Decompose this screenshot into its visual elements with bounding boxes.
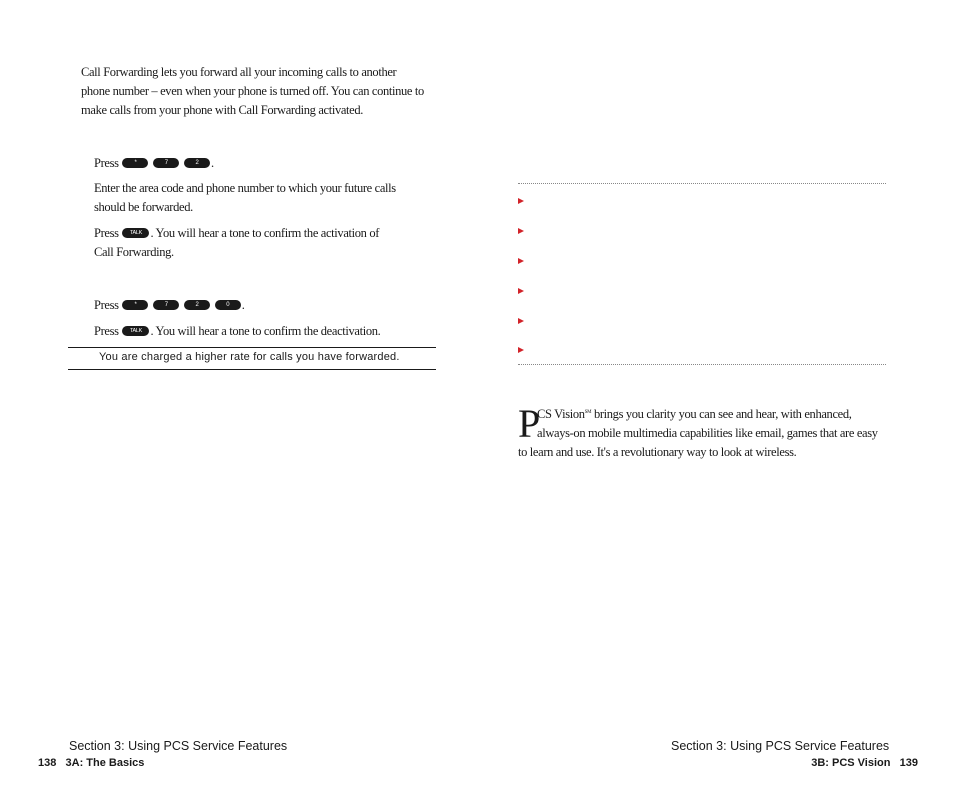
bullet-icon: [518, 228, 524, 234]
step-text: Press: [94, 324, 119, 338]
step-text: . You will hear a tone to confirm the deactivation.: [150, 324, 381, 338]
service-mark: SM: [584, 410, 592, 415]
divider-top: [518, 183, 886, 184]
intro-text: CS Vision: [537, 407, 585, 421]
note-box: [68, 347, 436, 370]
step-text: .: [241, 298, 245, 312]
intro-line: to learn and use. It's a revolutionary way to look at wireless.: [518, 445, 797, 459]
right-footer-section: Section 3: Using PCS Service Features: [671, 739, 890, 753]
star-key-icon: *: [122, 158, 148, 168]
call-forwarding-intro: [81, 63, 441, 120]
bullet-icon: [518, 288, 524, 294]
bullet-icon: [518, 258, 524, 264]
seven-key-icon: 7: [153, 300, 179, 310]
step-text: Enter the area code and phone number to which your future calls: [94, 181, 396, 195]
step-text: .: [211, 156, 214, 170]
talk-key-icon: TALK: [122, 326, 149, 336]
divider-bottom: [518, 364, 886, 365]
intro-line: always-on mobile multimedia capabilities like email, games that are easy: [537, 426, 878, 440]
activate-step-3: [94, 224, 434, 262]
bullet-icon: [518, 198, 524, 204]
left-footer: [38, 757, 144, 769]
drop-cap: P: [518, 401, 541, 446]
intro-line: Call Forwarding lets you forward all your incoming calls to another: [81, 65, 397, 79]
two-key-icon: 2: [184, 158, 210, 168]
bullet-icon: [518, 347, 524, 353]
note-text: You are charged a higher rate for calls you have forwarded.: [99, 351, 400, 363]
step-text: Call Forwarding.: [94, 245, 174, 259]
step-text: . You will hear a tone to confirm the activation of: [150, 226, 380, 240]
intro-line: make calls from your phone with Call Forwarding activated.: [81, 103, 364, 117]
seven-key-icon: 7: [153, 158, 179, 168]
step-text: Press: [94, 156, 119, 170]
star-key-icon: *: [122, 300, 148, 310]
page-number: 139: [899, 757, 918, 769]
intro-line: phone number – even when your phone is turned off. You can continue to: [81, 84, 424, 98]
chapter-label: 3B: PCS Vision: [811, 757, 891, 769]
chapter-label: 3A: The Basics: [65, 757, 145, 769]
deactivate-step-1: [94, 296, 245, 315]
step-text: Press: [94, 226, 119, 240]
bullet-icon: [518, 318, 524, 324]
two-key-icon: 2: [184, 300, 210, 310]
step-text: should be forwarded.: [94, 200, 193, 214]
pcs-vision-intro: [537, 405, 889, 443]
left-footer-section: Section 3: Using PCS Service Features: [69, 739, 288, 753]
activate-step-2: [94, 179, 434, 217]
intro-text: brings you clarity you can see and hear, with enhanced,: [591, 407, 852, 421]
activate-step-1: [94, 154, 214, 173]
right-footer: [811, 757, 918, 769]
deactivate-step-2: [94, 322, 380, 341]
zero-key-icon: 0: [215, 300, 241, 310]
page-number: 138: [38, 757, 57, 769]
talk-key-icon: TALK: [122, 228, 149, 238]
step-text: Press: [94, 298, 119, 312]
